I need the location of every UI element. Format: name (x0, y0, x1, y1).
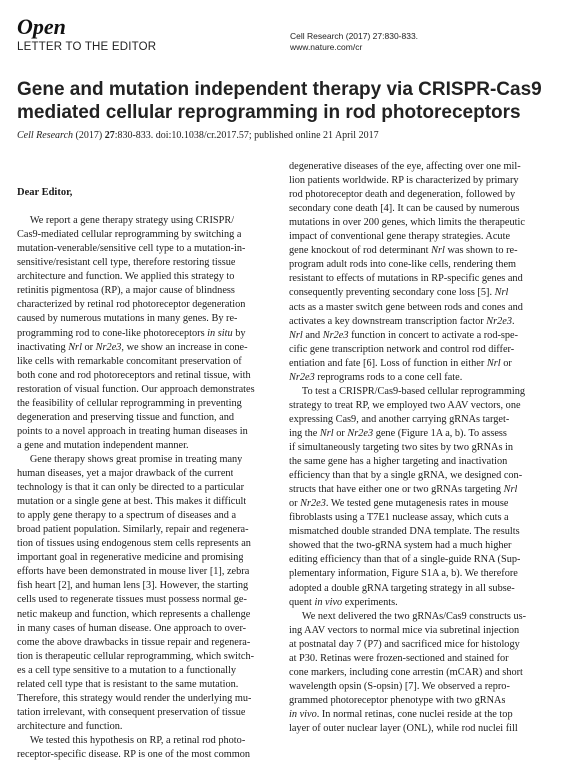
article-title (17, 78, 562, 124)
text-line: strategy to treat RP, we employed two AAV vectors, one (289, 399, 521, 411)
text-line: ing the Nrl or Nr2e3 gene (Figure 1A a, b). To assess (289, 427, 507, 439)
text-line: cific gene transcription network and control rod differ- (289, 343, 515, 355)
text-line: fibroblasts using a T7E1 nuclease assay, which cuts a (289, 512, 509, 524)
text-line: grammed photoreceptor phenotype with two gRNAs (289, 694, 506, 706)
text-line: come the above drawbacks in tissue repair and regenera- (17, 636, 251, 648)
text-line: if simultaneously targeting two sites by two gRNAs in (289, 442, 514, 453)
text-line: related cell type that is resistant to the same mutation. (17, 678, 239, 690)
text-line: Therefore, this strategy would render the underlying mu- (17, 692, 252, 704)
text-line: resistant to effects of mutations in RP-specific genes and (289, 273, 523, 285)
text-line: degeneration and preserving tissue and function, and (17, 411, 235, 423)
text-line: sensitive/resistant cell type, therefore restoring tissue (17, 257, 236, 269)
text-line: tion is therapeutic cellular reprogramming, which switch- (17, 650, 255, 662)
text-line: structs that have either one or two gRNAs targeting Nrl (289, 484, 518, 496)
text-line: cone markers, including cone arrestin (mCAR) and short (289, 666, 523, 678)
text-line: Dear Editor, (17, 187, 73, 198)
text-line: editing efficiency than that of a single-guide RNA (Sup- (289, 554, 521, 566)
citation-rest: :830-833. doi:10.1038/cr.2017.57; published online 21 April 2017 (114, 130, 379, 141)
text-line: secondary cone death [4]. It can be caused by numerous (289, 203, 520, 215)
text-line: acts as a master switch gene between rods and cones and (289, 301, 523, 313)
text-line: fish heart [2], and human lens [3]. However, the starting (17, 580, 249, 592)
text-line: at P30. Retinas were frozen-sectioned and stained for (289, 652, 509, 664)
article-citation (17, 129, 562, 142)
text-line: receptor-specific disease. RP is one of the most common (17, 749, 251, 760)
text-line: We tested this hypothesis on RP, a retinal rod photo- (17, 734, 246, 746)
text-line: in vivo. In normal retinas, cone nuclei reside at the top (289, 708, 513, 720)
text-line: activates a key downstream transcription factor Nr2e3. (289, 315, 515, 327)
text-line: human diseases, yet a major drawback of the current (17, 468, 234, 479)
text-line: characterized by retinal rod photoreceptor degeneration (17, 299, 246, 311)
open-access-badge: Open (17, 14, 66, 39)
text-line: cells used to regenerate tissues must possess normal ge- (17, 594, 247, 606)
text-line: broad patient population. Similarly, repair and regenera- (17, 524, 249, 536)
text-line: technology is that it can only be directed to a particular (17, 482, 245, 494)
title-line: Gene and mutation independent therapy via CRISPR-Cas9 (17, 79, 542, 100)
text-line: architecture and function. (17, 720, 123, 732)
text-line: the feasibility of cellular reprogramming in preventing (17, 397, 242, 409)
text-line: Gene therapy shows great promise in treating many (17, 453, 243, 465)
text-line: important goal in regenerative medicine and promising (17, 552, 244, 564)
text-line: adopted a double gRNA targeting strategy in all subse- (289, 582, 515, 594)
title-line: mediated cellular reprogramming in rod photoreceptors (17, 102, 521, 123)
text-line: architecture and function. We applied this strategy to (17, 271, 235, 283)
text-line: es a cell type sensitive to a mutation to a functionally (17, 664, 237, 676)
text-line: inactivating Nrl or Nr2e3, we show an increase in cone- (17, 341, 248, 353)
text-line: plementary information, Figure S1A a, b). We therefore (289, 568, 518, 580)
text-line: netic makeup and function, which represents a challenge (17, 608, 251, 620)
text-line: programming rod to cone-like photoreceptors in situ by (17, 327, 246, 339)
text-line: layer of outer nuclear layer (ONL), while rod nuclei fill (289, 723, 518, 734)
text-line: entiation and fate [6]. Loss of function in either Nrl or (289, 357, 512, 369)
text-line: gene knockout of rod determinant Nrl was shown to re- (289, 245, 518, 257)
text-line: both cone and rod photoreceptors and retinal tissue, with (17, 369, 251, 381)
text-line: quent in vivo experiments. (289, 596, 398, 608)
text-line: a gene and mutation independent manner. (17, 439, 189, 451)
citation-journal: Cell Research (17, 130, 74, 141)
journal-url[interactable]: www.nature.com/cr (290, 42, 363, 52)
text-line: lion patients worldwide. RP is characterized by primary (289, 175, 519, 187)
text-line: mutations in over 200 genes, which limits the therapeutic (289, 217, 525, 229)
text-line: tation irrelevant, with consequent preservation of tissue (17, 706, 246, 718)
text-line: like cells with remarkable concomitant preservation of (17, 355, 242, 367)
text-line: retinitis pigmentosa (RP), a major cause of blindness (17, 285, 235, 297)
text-line: mismatched double stranded DNA template. The results (289, 526, 520, 538)
text-line: program adult rods into cone-like cells, rendering them (289, 259, 517, 271)
journal-info (290, 31, 418, 53)
text-line: mutation or a single gene at best. This makes it difficult (17, 496, 247, 508)
text-line: We report a gene therapy strategy using CRISPR/ (17, 215, 235, 227)
journal-citation: Cell Research (2017) 27:830-833. (290, 31, 419, 41)
text-line: rod photoreceptor death and degeneration, followed by (289, 189, 516, 201)
text-line: or Nr2e3. We tested gene mutagenesis rates in mouse (289, 498, 509, 510)
text-line: ing AAV vectors to normal mice via subretinal injection (289, 624, 520, 636)
text-line: consequently preventing secondary cone loss [5]. Nrl (289, 287, 509, 299)
text-line: to apply gene therapy to a spectrum of diseases and a (17, 510, 237, 522)
text-line: restoration of visual function. Our approach demonstrates (17, 383, 255, 395)
text-line: in many cases of human disease. One approach to over- (17, 622, 247, 634)
text-line: points to a novel approach in treating human diseases in (17, 425, 248, 437)
text-line: wavelength opsin (S-opsin) [7]. We observed a repro- (289, 680, 510, 692)
text-line: degenerative diseases of the eye, affecting over one mil- (289, 161, 521, 172)
text-line: Nr2e3 reprograms rods to a cone cell fate. (289, 371, 463, 383)
text-line: tion of tissues using endogenous stem cells represents an (17, 538, 251, 550)
text-line: expressing Cas9, and another carrying gRNAs target- (289, 413, 510, 425)
text-line: impact of conventional gene therapy strategies. Acute (289, 231, 511, 243)
text-line: Cas9-mediated cellular reprogramming by switching a (17, 229, 242, 241)
text-line: mutation-venerable/sensitive cell type to a mutation-in- (17, 243, 246, 255)
text-line: the same gene has a higher targeting and inactivation (289, 456, 508, 468)
citation-volume: 27 (104, 130, 115, 141)
text-line: We next delivered the two gRNAs/Cas9 constructs us- (289, 610, 527, 622)
text-line: efforts have been demonstrated in mouse liver [1], zebra (17, 566, 250, 578)
text-line: caused by numerous mutations in many genes. By re- (17, 313, 238, 325)
text-line: To test a CRISPR/Cas9-based cellular reprogramming (289, 385, 526, 397)
section-label: LETTER TO THE EDITOR (17, 41, 157, 53)
text-line: showed that the two-gRNA system had a much higher (289, 540, 512, 552)
text-line: efficiency than that by a single gRNA, we designed con- (289, 470, 523, 482)
text-line: at postnatal day 7 (P7) and sacrificed mice for histology (289, 638, 520, 650)
text-line: Nrl and Nr2e3 function in concert to activate a rod-spe- (289, 329, 519, 341)
citation-year: (2017) (75, 130, 103, 141)
